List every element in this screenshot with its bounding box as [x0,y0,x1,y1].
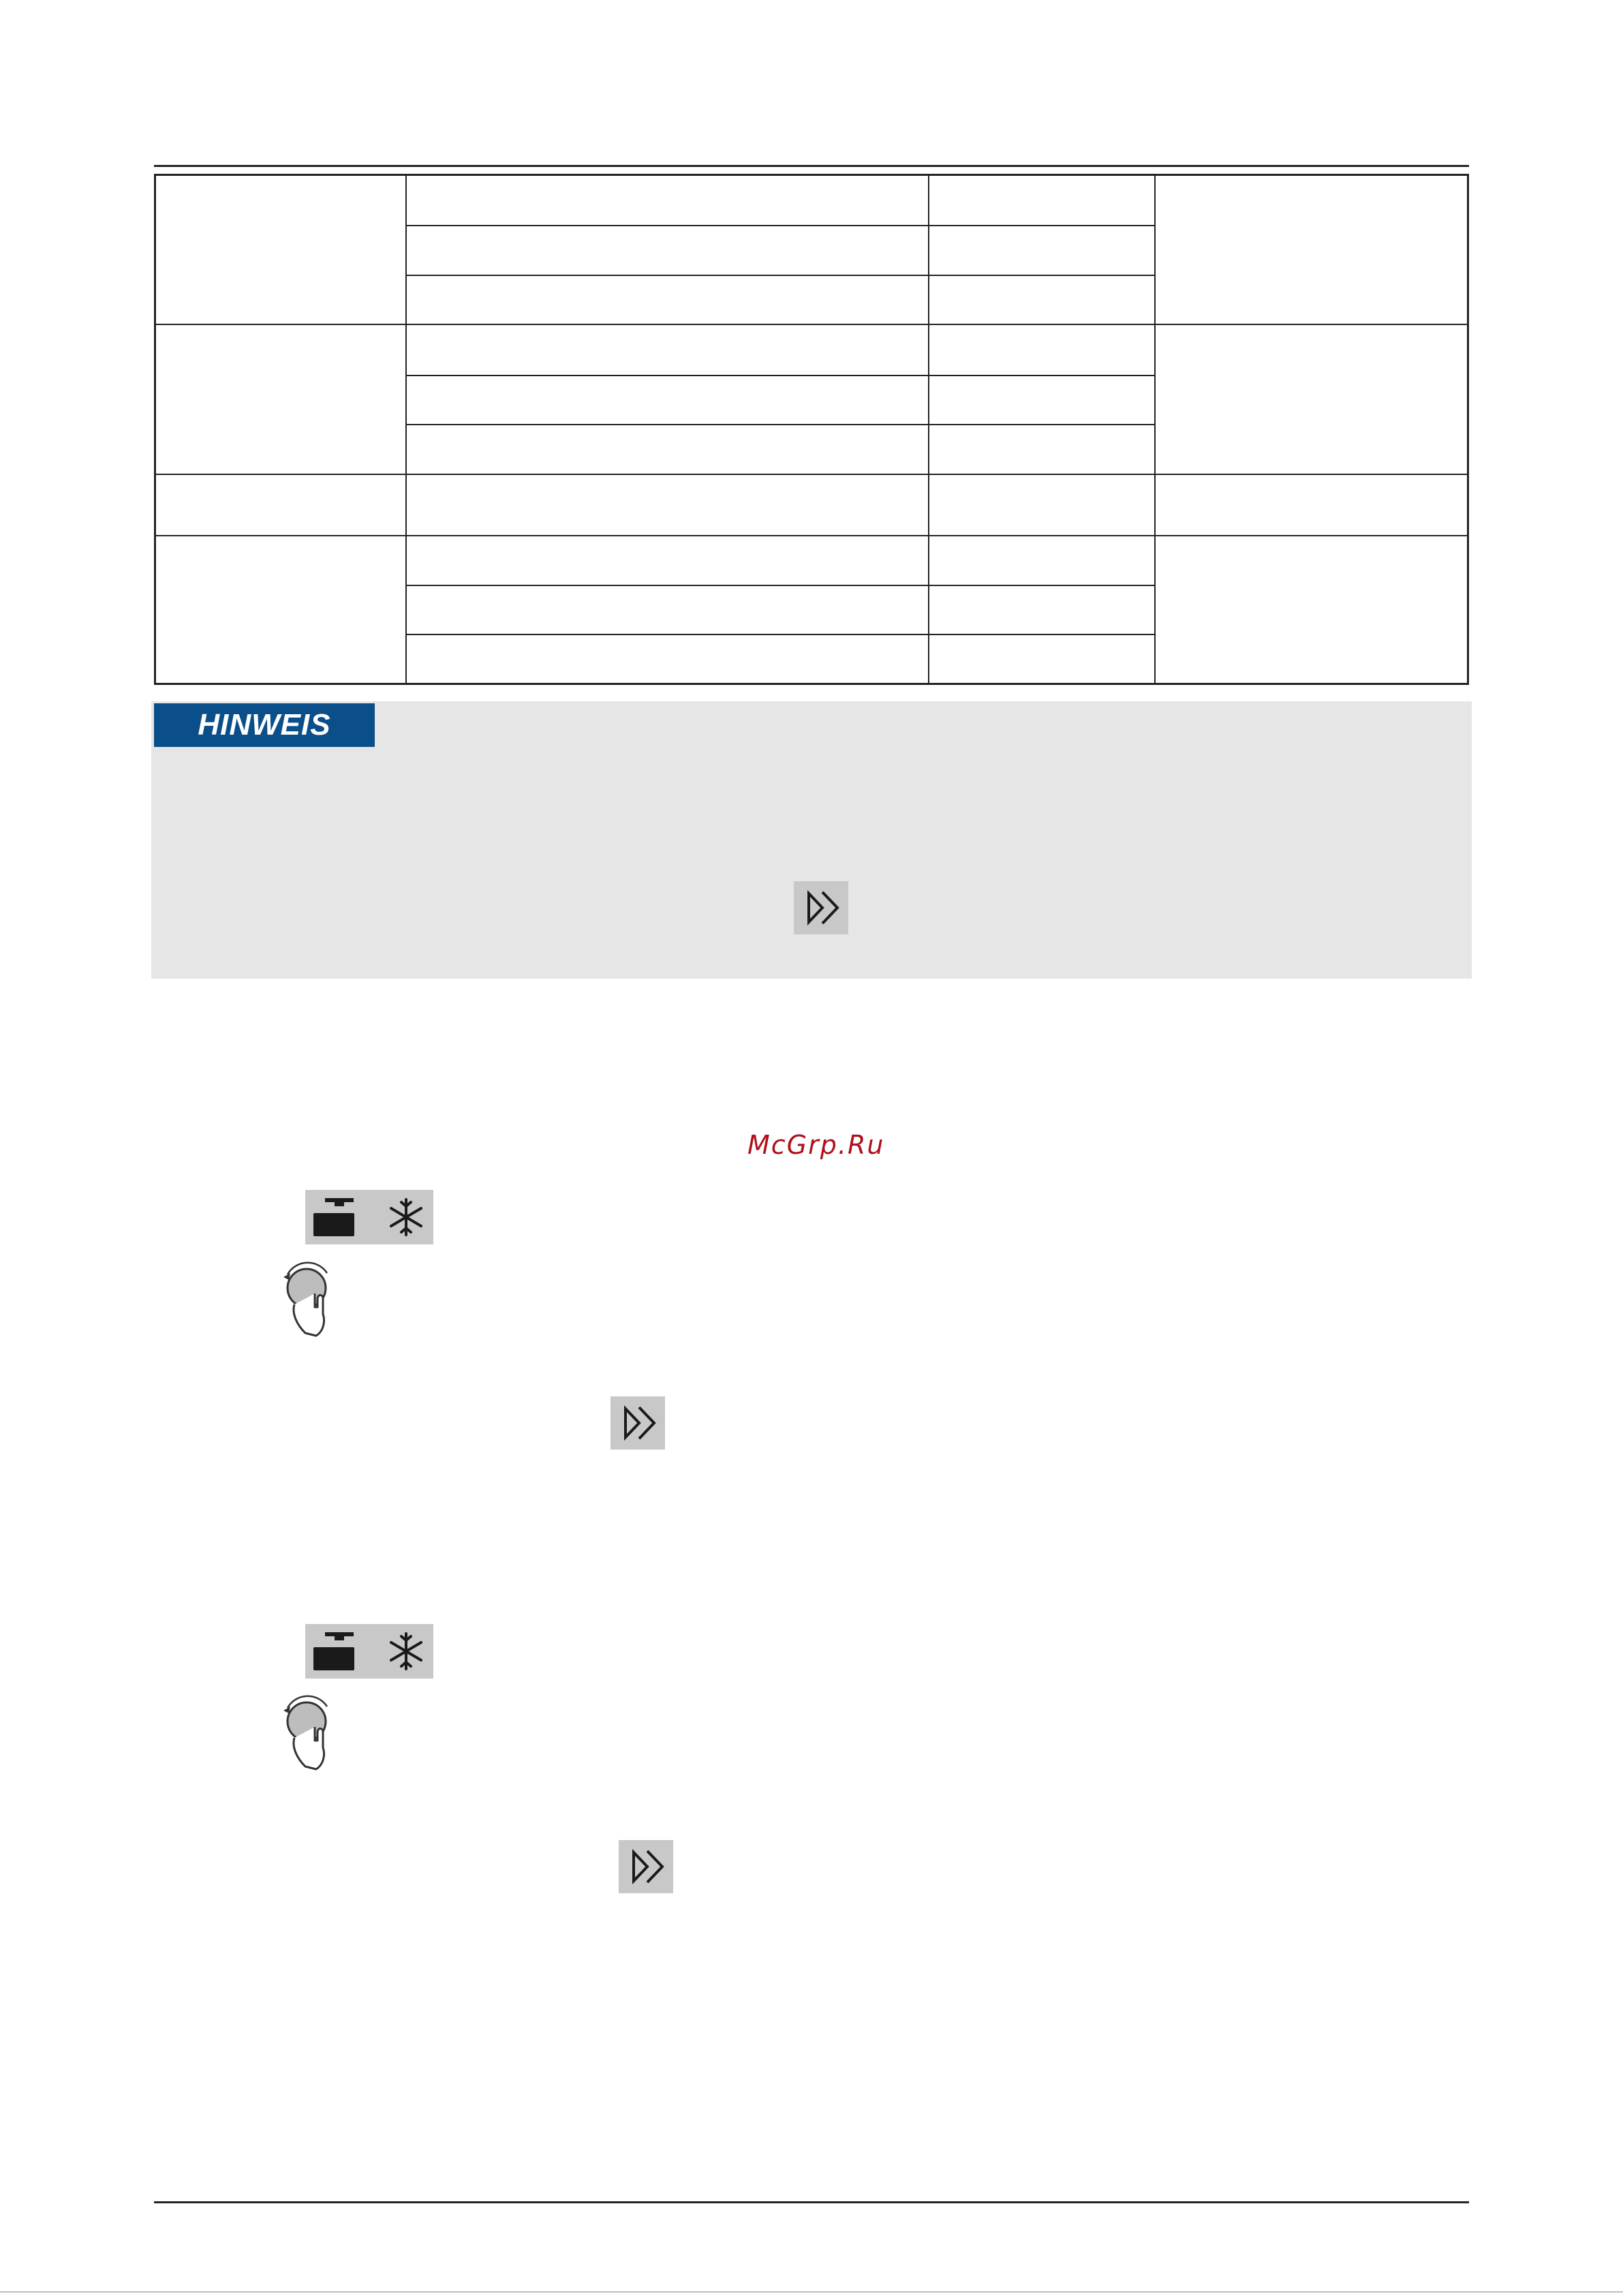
watermark-text: McGrp.Ru [747,1130,885,1160]
footer-rule [154,2201,1469,2203]
scan-edge-line [0,2291,1623,2293]
table-row-line [405,225,1154,226]
heating-plate-icon [313,1198,354,1236]
snowflake-icon [391,1634,421,1669]
table-group-line [156,474,1467,475]
table-group-line [156,535,1467,536]
fast-forward-icon [610,1396,665,1450]
table-row-line [405,424,1154,425]
table-col-line [928,176,929,683]
table-row-line [405,275,1154,276]
heating-plate-icon [313,1632,354,1670]
data-table [154,174,1469,685]
table-row-line [405,585,1154,586]
table-col-line [405,176,407,683]
mode-panel [305,1624,433,1679]
fast-forward-icon [794,881,848,934]
table-row-line [405,634,1154,635]
rotary-knob-icon [274,1259,342,1341]
rotary-knob-icon [274,1693,342,1775]
table-group-line [156,324,1467,325]
header-rule [154,165,1469,167]
fast-forward-icon [619,1840,673,1893]
table-col-line [1154,176,1156,683]
snowflake-icon [391,1199,421,1235]
mode-panel [305,1190,433,1244]
hinweis-label: HINWEIS [154,703,375,747]
table-row-line [405,375,1154,376]
